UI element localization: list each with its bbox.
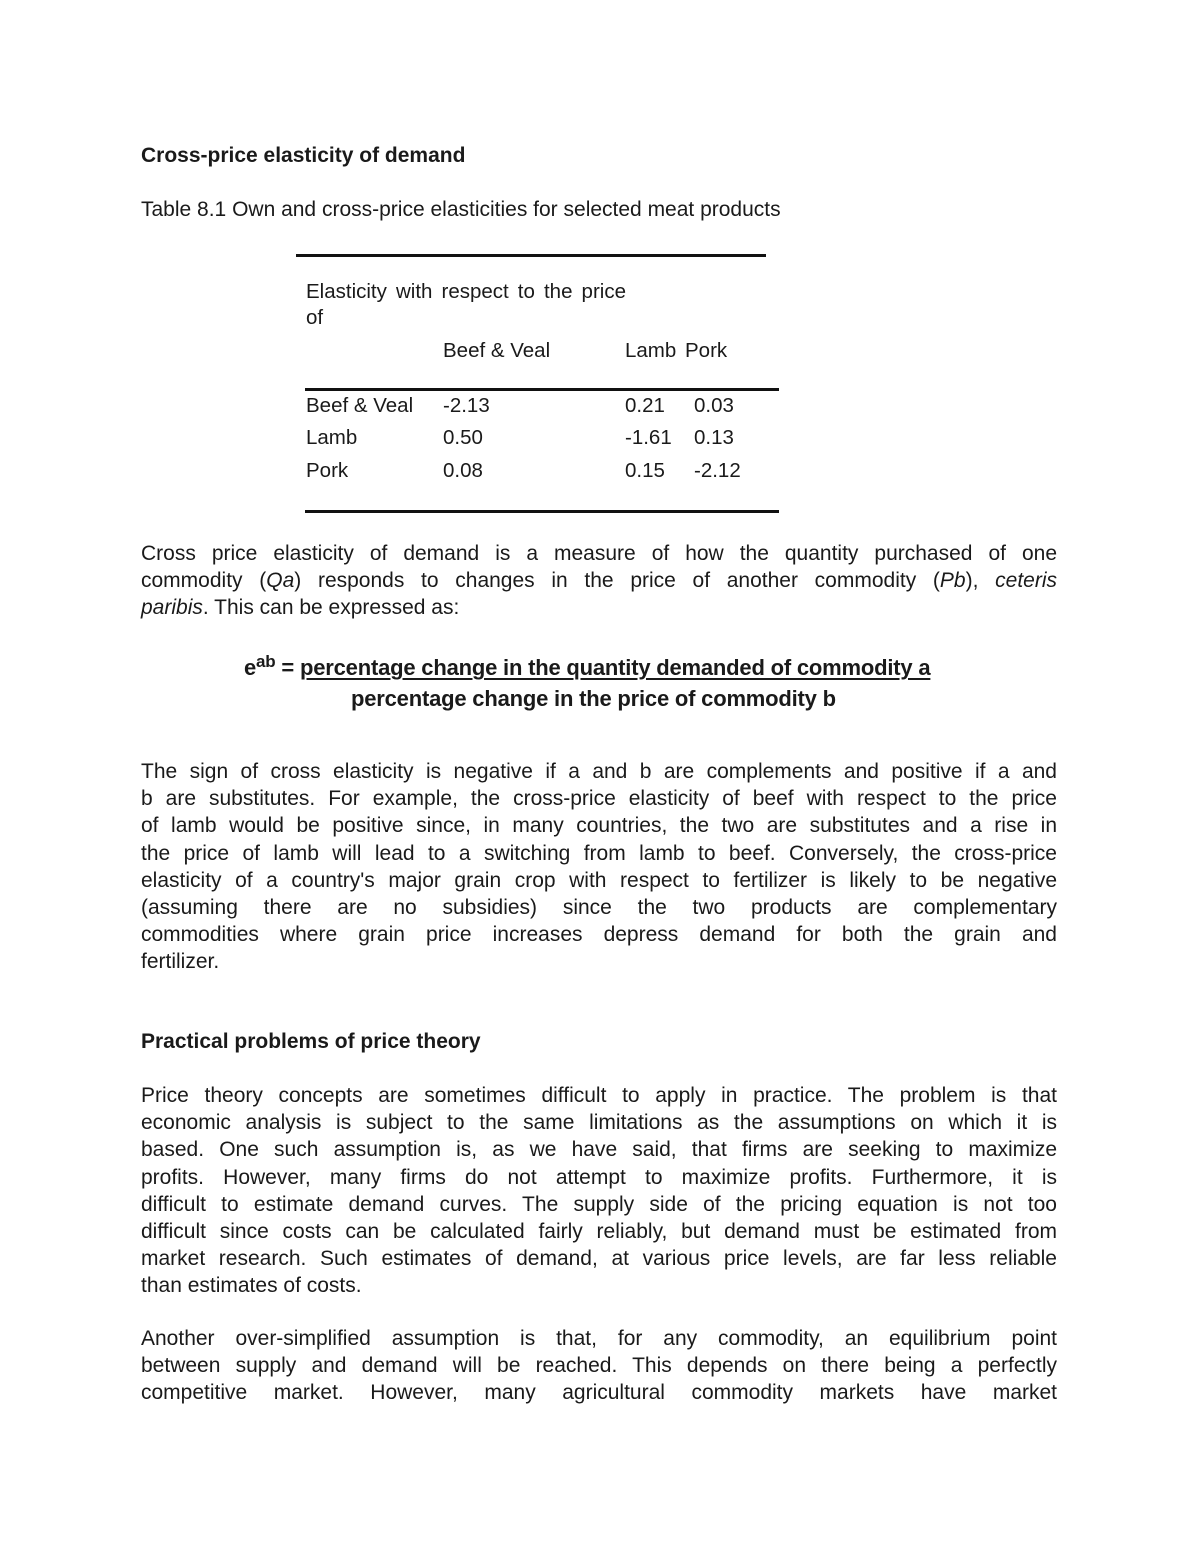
paragraph-line: market research. Such estimates of demand, at various price levels, are far less reliable bbox=[141, 1247, 1057, 1271]
formula-equals: = bbox=[281, 655, 295, 680]
paragraph-line: than estimates of costs. bbox=[141, 1274, 362, 1298]
text-run: ) responds to changes in the price of another commodity ( bbox=[294, 569, 940, 593]
table-cell: 0.08 bbox=[443, 459, 483, 482]
another-paragraph bbox=[141, 1325, 1057, 1407]
formula-superscript: ab bbox=[256, 652, 276, 671]
row-label-pork: Pork bbox=[306, 459, 349, 482]
paragraph-line: economic analysis is subject to the same limitations as the assumptions on which it is bbox=[141, 1111, 1057, 1135]
paragraph-line bbox=[141, 594, 1057, 621]
formula-symbol: e bbox=[244, 655, 257, 680]
section-heading-cross-price: Cross-price elasticity of demand bbox=[141, 144, 466, 167]
paragraph-line: difficult since costs can be calculated fairly reliably, but demand must be estimated from bbox=[141, 1220, 1057, 1244]
text-run-italic: Pb bbox=[939, 569, 966, 593]
paragraph-line: competitive market. However, many agricultural commodity markets have market bbox=[141, 1381, 1057, 1405]
column-header-pork: Pork bbox=[685, 339, 728, 362]
paragraph-line: (assuming there are no subsidies) since the two products are complementary bbox=[141, 896, 1057, 920]
paragraph-line: fertilizer. bbox=[141, 950, 220, 974]
paragraph-line bbox=[141, 567, 1057, 594]
practical-paragraph bbox=[141, 1082, 1057, 1300]
table-header-rule bbox=[305, 388, 779, 391]
paragraph-line: of lamb would be positive since, in many countries, the two are substitutes and a rise in bbox=[141, 814, 1057, 838]
formula-denominator: percentage change in the price of commodity b bbox=[351, 686, 836, 711]
formula-numerator: percentage change in the quantity demanded of commodity a bbox=[300, 655, 931, 680]
table-cell: 0.50 bbox=[443, 426, 483, 449]
table-header-label: Elasticity with respect to the price of bbox=[306, 280, 626, 329]
column-header-lamb: Lamb bbox=[625, 339, 677, 362]
text-run: ), bbox=[965, 569, 996, 593]
text-run-italic: Qa bbox=[266, 569, 295, 593]
row-label-lamb: Lamb bbox=[306, 426, 358, 449]
text-run: commodity ( bbox=[141, 569, 267, 593]
paragraph-line: Price theory concepts are sometimes difficult to apply in practice. The problem is that bbox=[141, 1084, 1057, 1107]
paragraph-line: Cross price elasticity of demand is a measure of how the quantity purchased of one bbox=[141, 542, 1057, 565]
table-bottom-rule bbox=[305, 510, 779, 513]
sign-paragraph bbox=[141, 758, 1057, 976]
paragraph-line: the price of lamb will lead to a switching from lamb to beef. Conversely, the cross-price bbox=[141, 841, 1057, 865]
section-heading-practical-problems: Practical problems of price theory bbox=[141, 1030, 481, 1053]
table-cell: 0.03 bbox=[694, 394, 734, 417]
table-top-rule bbox=[296, 254, 766, 257]
paragraph-line: difficult to estimate demand curves. The supply side of the pricing equation is not too bbox=[141, 1192, 1057, 1216]
paragraph-line: b are substitutes. For example, the cross-price elasticity of beef with respect to the price bbox=[141, 787, 1057, 811]
table-cell: -1.61 bbox=[625, 426, 672, 449]
paragraph-line: between supply and demand will be reached. This depends on there being a perfectly bbox=[141, 1354, 1057, 1378]
paragraph-line: Another over-simplified assumption is that, for any commodity, an equilibrium point bbox=[141, 1327, 1057, 1350]
table-caption: Table 8.1 Own and cross-price elasticities for selected meat products bbox=[141, 198, 781, 221]
text-run: . This can be expressed as: bbox=[202, 596, 460, 620]
table-cell: 0.21 bbox=[625, 394, 665, 417]
formula-numerator-line bbox=[244, 652, 930, 681]
paragraph-line: The sign of cross elasticity is negative if a and b are complements and positive if a and bbox=[141, 760, 1057, 783]
paragraph-line: commodities where grain price increases depress demand for both the grain and bbox=[141, 923, 1057, 947]
table-cell: -2.13 bbox=[443, 394, 490, 417]
table-cell: 0.15 bbox=[625, 459, 665, 482]
definition-paragraph bbox=[141, 540, 1057, 622]
table-cell: 0.13 bbox=[694, 426, 734, 449]
row-label-beef-veal: Beef & Veal bbox=[306, 394, 414, 417]
paragraph-line: based. One such assumption is, as we have said, that firms are seeking to maximize bbox=[141, 1138, 1057, 1162]
column-header-beef-veal: Beef & Veal bbox=[443, 339, 551, 362]
paragraph-line: profits. However, many firms do not attempt to maximize profits. Furthermore, it is bbox=[141, 1165, 1057, 1189]
text-run-italic: paribis bbox=[141, 596, 203, 620]
table-cell: -2.12 bbox=[694, 459, 741, 482]
text-run-italic: ceteris bbox=[995, 569, 1058, 593]
paragraph-line: elasticity of a country's major grain crop with respect to fertilizer is likely to be negative bbox=[141, 868, 1057, 892]
